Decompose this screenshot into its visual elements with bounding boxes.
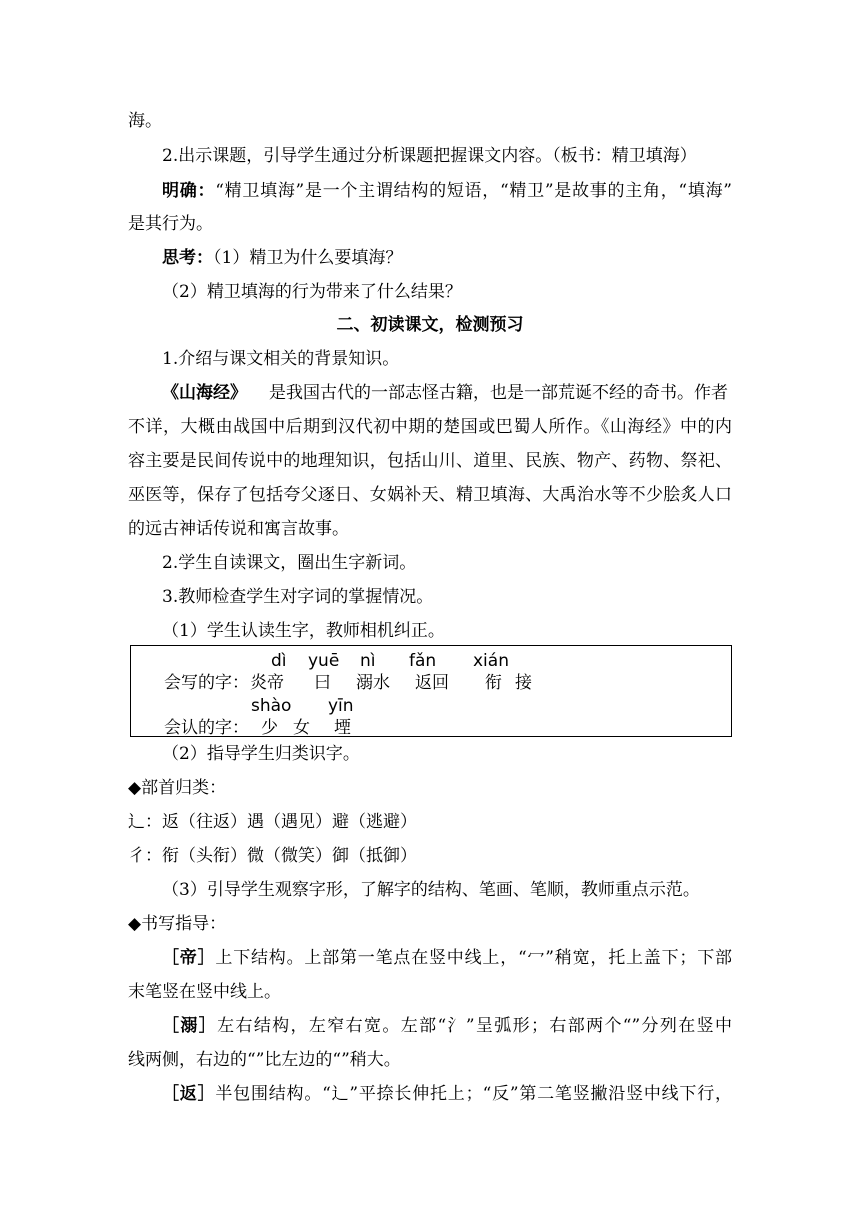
char-label-fan: ［返］ [162,1084,216,1104]
text-line [162,245,732,271]
text-line: 2.学生自读课文，圈出生字新词。 [162,553,417,573]
text-span: 上下结构。上部第一笔点在竖中线上，“冖”稍宽，托上盖下；下部 [215,948,732,968]
text-line: ◆部首归类： [128,778,227,798]
text-span: （1）精卫为什么要填海？ [213,248,403,268]
text-line: 是其行为。 [128,214,213,234]
pinyin: xián [473,651,509,671]
text-line [162,380,732,406]
character: 衔 [485,673,502,693]
text-line: 容主要是民间传说中的地理知识，包括山川、道里、民族、物产、药物、祭祀、 [128,451,732,471]
text-line: 2.出示课题，引导学生通过分析课题把握课文内容。（板书：精卫填海） [162,146,697,166]
character: 女 [293,718,310,738]
text-span: 是我国古代的一部志怪古籍，也是一部荒诞不经的奇书。作者 [269,383,728,403]
pinyin: fǎn [409,651,437,671]
text-line [162,945,732,971]
text-line: 彳：衔（头衔）微（微笑）御（抵御） [128,846,417,866]
text-span: “精卫填海”是一个主谓结构的短语，“精卫”是故事的主角，“填海” [215,181,732,201]
text-line: 3.教师检查学生对字词的掌握情况。 [162,587,434,607]
text-line: 不详，大概由战国中后期到汉代初中期的楚国或巴蜀人所作。《山海经》中的内 [128,417,732,437]
text-line: 辶：返（往返）遇（遇见）避（逃避） [128,812,417,832]
text-line: 线两侧，右边的“”比左边的“”稍大。 [128,1050,401,1070]
text-line: （2）精卫填海的行为带来了什么结果？ [162,282,462,302]
character-box [130,645,732,737]
character: 溺水 [356,673,390,693]
text-line [162,1013,732,1039]
char-label-di: ［帝］ [162,948,216,968]
pinyin: nì [360,651,376,671]
label-sikao: 思考： [162,248,213,268]
character: 炎帝 [250,673,284,693]
character: 接 [515,673,532,693]
text-line: （1）学生认读生字，教师相机纠正。 [162,621,445,641]
box-label-write: 会写的字： [164,673,249,693]
character: 少 [261,718,278,738]
book-title: 《山海经》 [162,383,247,403]
pinyin: shào [251,696,292,716]
text-line [162,178,732,204]
text-line [162,1081,732,1107]
pinyin: dì [271,651,287,671]
pinyin: yīn [328,696,354,716]
text-span: 半包围结构。“辶”平捺长伸托上；“反”第二笔竖撇沿竖中线下行， [215,1084,733,1104]
box-label-read: 会认的字： [164,718,249,738]
text-line: 末笔竖在竖中线上。 [128,982,281,1002]
character: 堙 [334,718,351,738]
text-line: （3）引导学生观察字形，了解字的结构、笔画、笔顺，教师重点示范。 [162,880,700,900]
text-line: 海。 [128,111,162,131]
text-span: 左右结构，左窄右宽。左部“氵”呈弧形；右部两个“”分列在竖中 [217,1016,733,1036]
text-line: 巫医等，保存了包括夸父逐日、女娲补天、精卫填海、大禹治水等不少脍炙人口 [128,485,732,505]
text-line: （2）指导学生归类识字。 [162,744,360,764]
character: 曰 [314,673,331,693]
text-line: 1.介绍与课文相关的背景知识。 [162,349,400,369]
label-mingque: 明确： [162,181,216,201]
character: 返回 [415,673,449,693]
text-line: ◆书写指导： [128,914,227,934]
char-label-ni: ［溺］ [162,1016,218,1036]
section-heading: 二、初读课文，检测预习 [336,315,524,335]
pinyin: yuē [308,651,340,671]
text-line: 的远古神话传说和寓言故事。 [128,519,349,539]
